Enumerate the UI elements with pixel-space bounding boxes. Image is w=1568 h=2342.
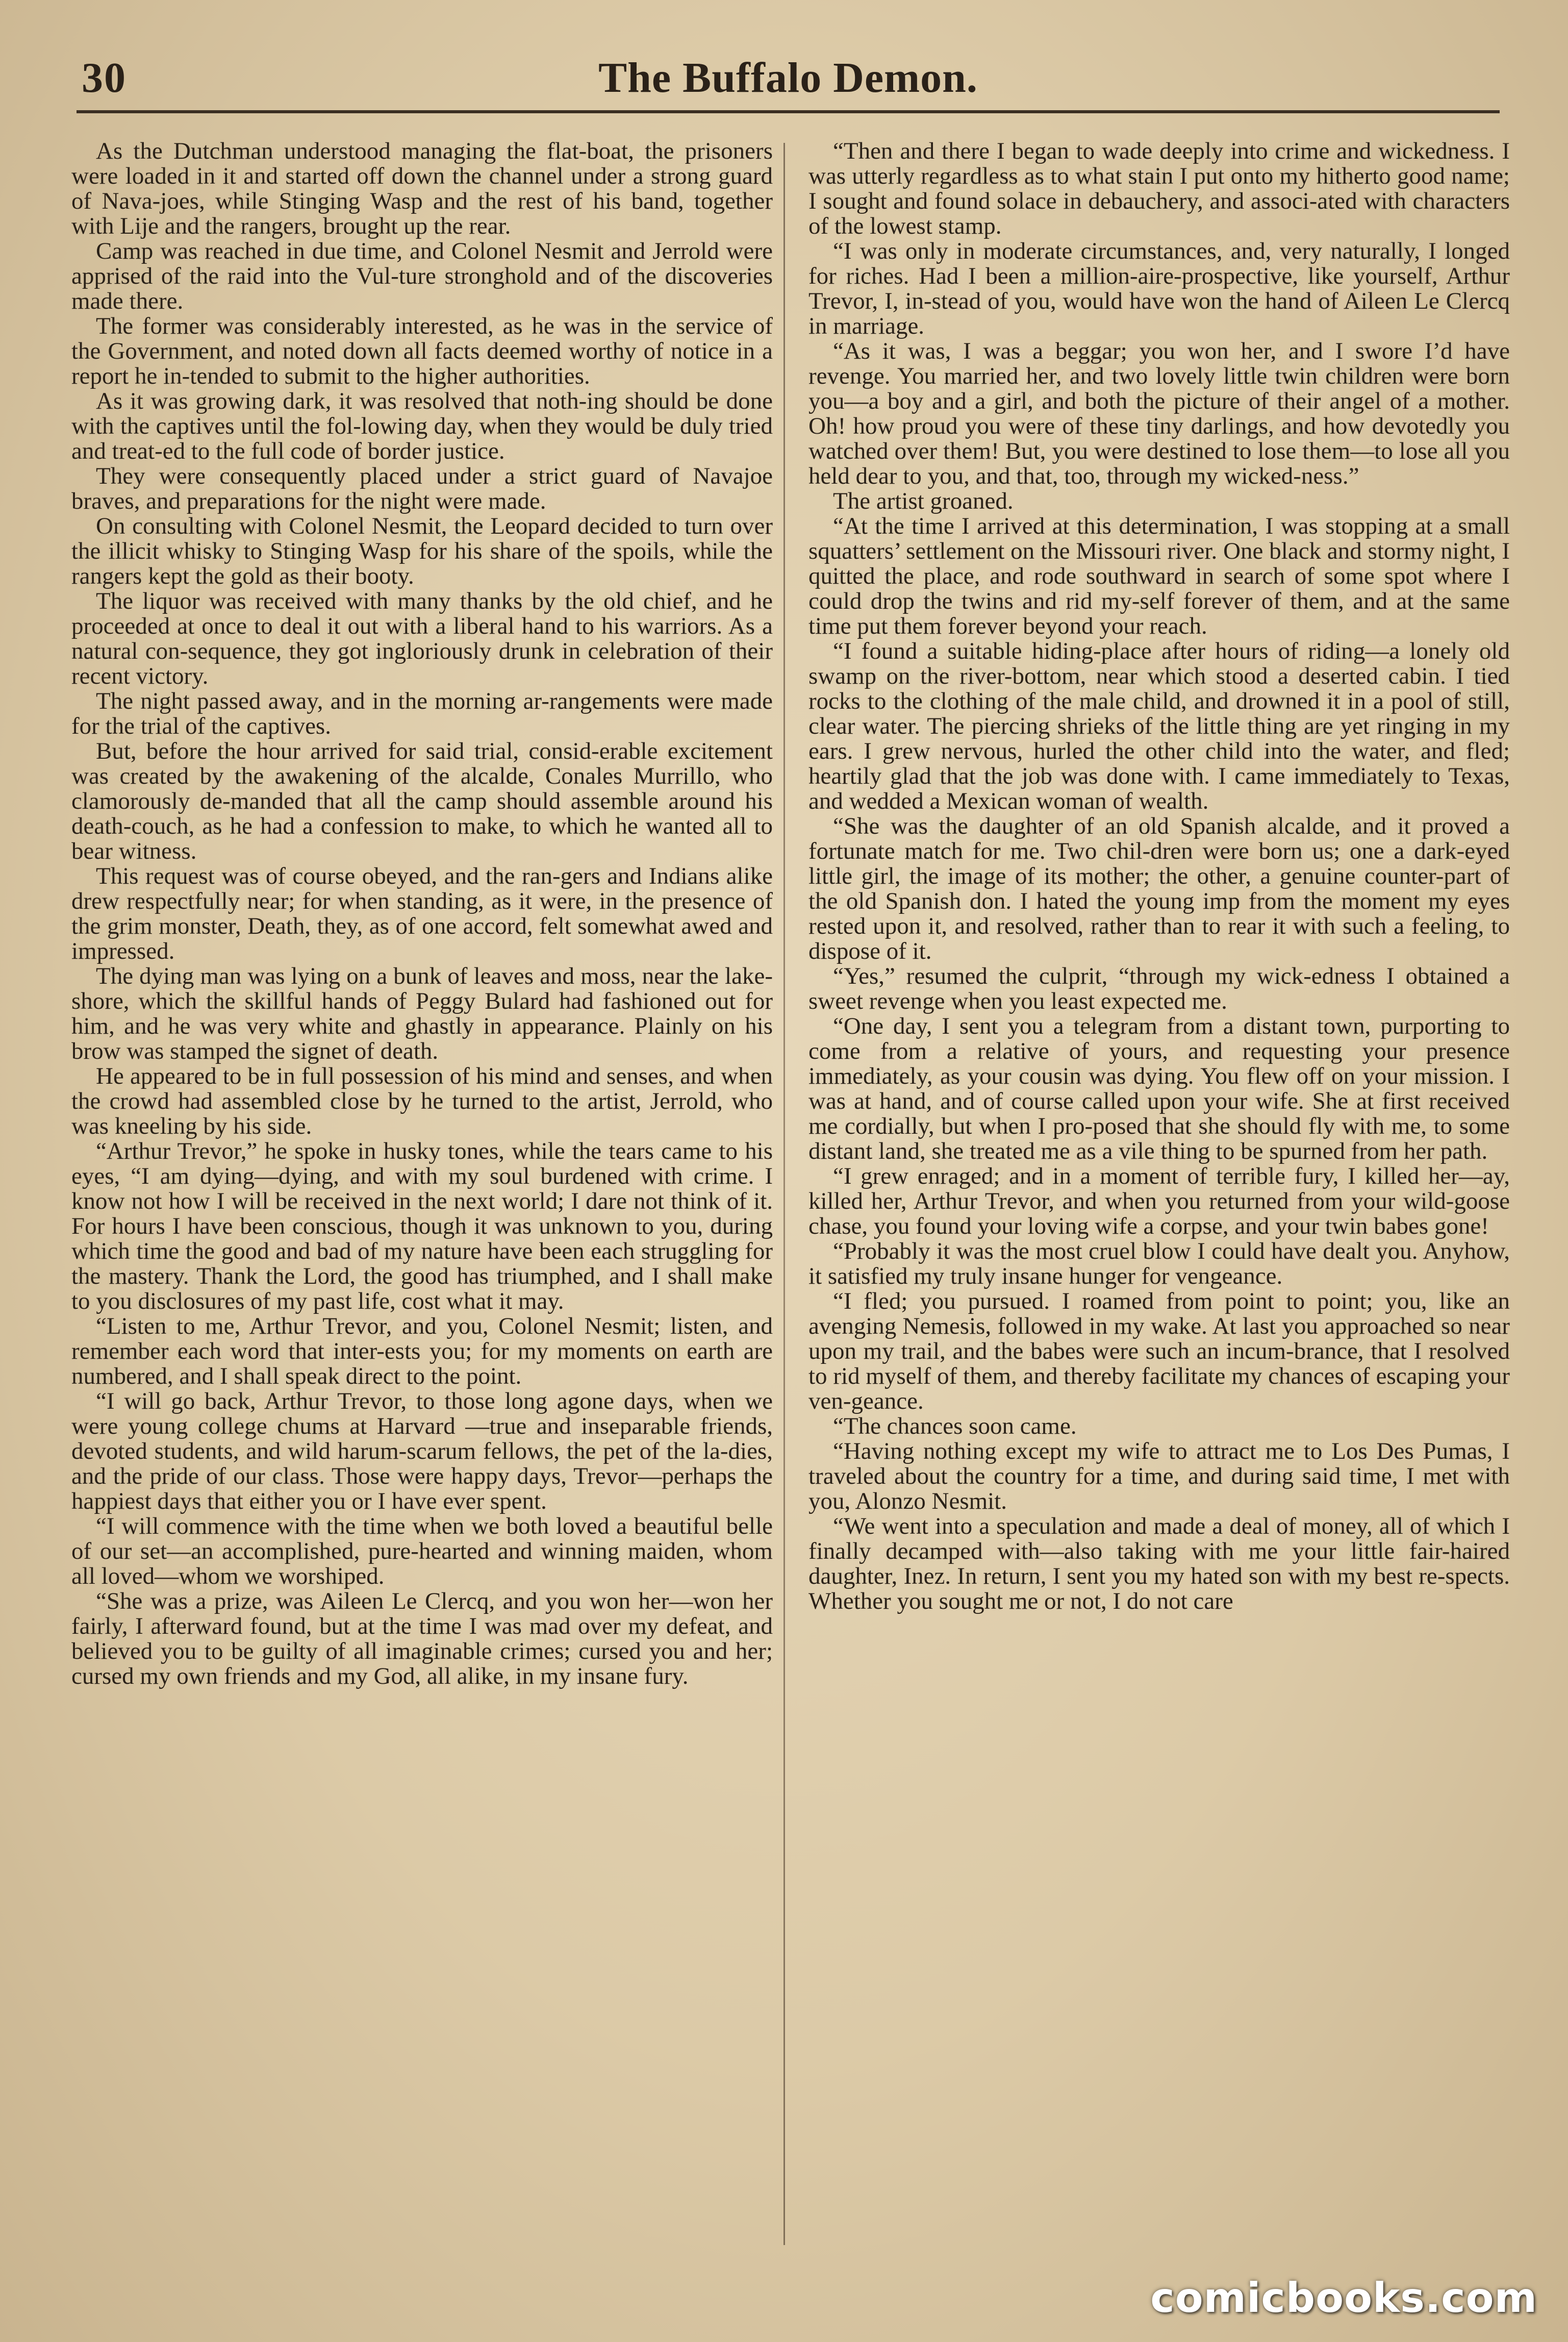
paragraph: “At the time I arrived at this determination, I was stopping at a small squatters’ settlement on the Missouri river. One black and stormy night, I quitted the place, and rode southward in search of some spot where I could drop the twins and rid my-self forever of them, and at the same time put them forever beyond your reach.: [808, 513, 1510, 639]
paragraph: This request was of course obeyed, and the ran-gers and Indians alike drew respectfully near; for when standing, as it were, in the presence of the grim monster, Death, they, as of one accord, felt somewhat awed and impressed.: [71, 863, 773, 964]
paragraph: The artist groaned.: [833, 488, 1014, 514]
paragraph: “I will go back, Arthur Trevor, to those long agone days, when we were young college chums at Harvard —true and inseparable friends, devoted students, and wild harum-scarum fellows, the pet of the la-dies, and the pride of our class. Those were happy days, Trevor—perhaps the happiest days that either you or I have ever spent.: [71, 1388, 773, 1514]
paragraph: “Probably it was the most cruel blow I could have dealt you. Anyhow, it satisfied my truly insane hunger for vengeance.: [808, 1238, 1510, 1289]
column-divider: [783, 143, 785, 2245]
paragraph: “She was a prize, was Aileen Le Clercq, and you won her—won her fairly, I afterward found, but at the time I was mad over my defeat, and believed you to be guilty of all imaginable crimes; cursed you and her; cursed my own friends and my God, all alike, in my insane fury.: [71, 1588, 773, 1689]
paragraph: “One day, I sent you a telegram from a distant town, purporting to come from a relative of yours, and requesting your presence immediately, as your cousin was dying. You flew off on your mission. I was at hand, and of course called upon your wife. She at first received me cordially, but when I pro-posed that she should fly with me, to some distant land, she treated me as a vile thing to be spurned from her path.: [808, 1013, 1510, 1164]
paragraph: The liquor was received with many thanks by the old chief, and he proceeded at once to deal it out with a liberal hand to his warriors. As a natural con-sequence, they got ingloriously drunk in celebration of their recent victory.: [71, 588, 773, 689]
paragraph: The dying man was lying on a bunk of leaves and moss, near the lake-shore, which the skillful hands of Peggy Bulard had fashioned out for him, and he was very white and ghastly in appearance. Plainly on his brow was stamped the signet of death.: [71, 963, 773, 1064]
right-text-column: [808, 139, 1510, 2256]
paragraph: The night passed away, and in the morning ar-rangements were made for the trial of the captives.: [71, 688, 773, 739]
paragraph: They were consequently placed under a strict guard of Navajoe braves, and preparations for the night were made.: [71, 463, 773, 514]
paragraph: The former was considerably interested, as he was in the service of the Government, and noted down all facts deemed worthy of notice in a report he in-tended to submit to the higher authorities.: [71, 313, 773, 389]
paragraph: “I fled; you pursued. I roamed from point to point; you, like an avenging Nemesis, followed in my wake. At last you approached so near upon my trail, and the babes were such an incum-brance, that I resolved to rid myself of them, and thereby facilitate my chances of escaping your ven-geance.: [808, 1288, 1510, 1414]
paragraph: He appeared to be in full possession of his mind and senses, and when the crowd had assembled close by he turned to the artist, Jerrold, who was kneeling by his side.: [71, 1063, 773, 1139]
paragraph: “Yes,” resumed the culprit, “through my wick-edness I obtained a sweet revenge when you least expected me.: [808, 963, 1510, 1014]
paragraph: “She was the daughter of an old Spanish alcalde, and it proved a fortunate match for me. Two chil-dren were born us; one a dark-eyed little girl, the image of its mother; the other, a genuine counter-part of the old Spanish don. I hated the young imp from the moment my eyes rested upon it, and resolved, rather than to rear it with such a feeling, to dispose of it.: [808, 813, 1510, 964]
paragraph: “I grew enraged; and in a moment of terrible fury, I killed her—ay, killed her, Arthur Trevor, and when you returned from your wild-goose chase, you found your loving wife a corpse, and your twin babes gone!: [808, 1163, 1510, 1239]
paragraph: “As it was, I was a beggar; you won her, and I swore I’d have revenge. You married her, and two lovely little twin children were born you—a boy and a girl, and both the picture of their angel of a mother. Oh! how proud you were of these tiny darlings, and how devotedly you watched over them! But, you were destined to lose them—to lose all you held dear to you, and that, too, through my wicked-ness.”: [808, 338, 1510, 489]
page-header: [77, 49, 1500, 113]
paragraph: “I found a suitable hiding-place after hours of riding—a lonely old swamp on the river-bottom, near which stood a deserted cabin. I tied rocks to the clothing of the male child, and drowned it in a pool of still, clear water. The piercing shrieks of the little thing are yet ringing in my ears. I grew nervous, hurled the other child into the water, and fled; heartily glad that the job was done with. I came immediately to Texas, and wedded a Mexican woman of wealth.: [808, 638, 1510, 814]
watermark: comicbooks.com: [1150, 2274, 1537, 2322]
paragraph: “Having nothing except my wife to attract me to Los Des Pumas, I traveled about the country for a time, and during said time, I met with you, Alonzo Nesmit.: [808, 1438, 1510, 1514]
paragraph: “Then and there I began to wade deeply into crime and wickedness. I was utterly regardless as to what stain I put onto my hitherto good name; I sought and found solace in debauchery, and associ-ated with characters of the lowest stamp.: [808, 139, 1510, 239]
paragraph: “The chances soon came.: [833, 1413, 1077, 1439]
page-title: The Buffalo Demon.: [598, 54, 978, 102]
paragraph: “Arthur Trevor,” he spoke in husky tones, while the tears came to his eyes, “I am dying—dying, and with my soul burdened with crime. I know not how I will be received in the next world; I dare not think of it. For hours I have been conscious, though it was unknown to you, during which time the good and bad of my nature have been each struggling for the mastery. Thank the Lord, the good has triumphed, and I shall make to you disclosures of my past life, cost what it may.: [71, 1138, 773, 1314]
paragraph: As it was growing dark, it was resolved that noth-ing should be done with the captives until the fol-lowing day, when they would be duly tried and treat-ed to the full code of border justice.: [71, 388, 773, 464]
paragraph: Camp was reached in due time, and Colonel Nesmit and Jerrold were apprised of the raid into the Vul-ture stronghold and of the discoveries made there.: [71, 238, 773, 314]
left-text-column: [71, 139, 773, 2256]
paragraph: But, before the hour arrived for said trial, consid-erable excitement was created by the awakening of the alcalde, Conales Murrillo, who clamorously de-manded that all the camp should assemble around his death-couch, as he had a confession to make, to which he wanted all to bear witness.: [71, 738, 773, 864]
paragraph: As the Dutchman understood managing the flat-boat, the prisoners were loaded in it and started off down the channel under a strong guard of Nava-joes, while Stinging Wasp and the rest of his band, together with Lije and the rangers, brought up the rear.: [71, 139, 773, 239]
page-number: 30: [82, 54, 127, 102]
paragraph: “Listen to me, Arthur Trevor, and you, Colonel Nesmit; listen, and remember each word that inter-ests you; for my moments on earth are numbered, and I shall speak direct to the point.: [71, 1313, 773, 1389]
paragraph: “I was only in moderate circumstances, and, very naturally, I longed for riches. Had I been a million-aire-prospective, like yourself, Arthur Trevor, I, in-stead of you, would have won the hand of Aileen Le Clercq in marriage.: [808, 238, 1510, 339]
paragraph: “I will commence with the time when we both loved a beautiful belle of our set—an accomplished, pure-hearted and winning maiden, whom all loved—whom we worshiped.: [71, 1513, 773, 1589]
paragraph: “We went into a speculation and made a deal of money, all of which I finally decamped with—also taking with me your little fair-haired daughter, Inez. In return, I sent you my hated son with my best re-spects. Whether you sought me or not, I do not care: [808, 1513, 1510, 1614]
paragraph: On consulting with Colonel Nesmit, the Leopard decided to turn over the illicit whisky to Stinging Wasp for his share of the spoils, while the rangers kept the gold as their booty.: [71, 513, 773, 589]
